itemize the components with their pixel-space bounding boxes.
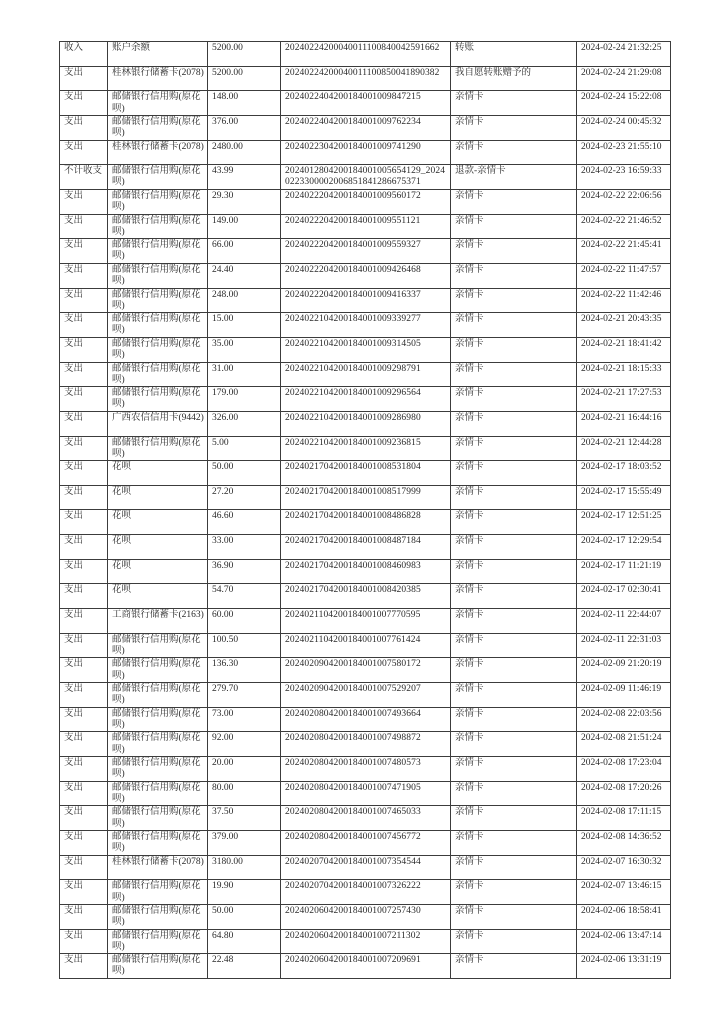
transaction-row [60, 510, 671, 535]
transaction-row [60, 633, 671, 658]
cell-remark: 亲情卡 [451, 658, 577, 683]
cell-datetime: 2024-02-08 17:11:15 [577, 806, 671, 831]
cell-transaction-id: 2024022204200184001009416337 [281, 288, 451, 313]
cell-remark: 亲情卡 [451, 263, 577, 288]
cell-account-name: 桂林银行储蓄卡(2078) [108, 855, 208, 880]
cell-transaction-id: 2024022104200184001009314505 [281, 337, 451, 362]
cell-flow-type: 支出 [60, 535, 108, 560]
cell-datetime: 2024-02-24 00:45:32 [577, 115, 671, 140]
cell-datetime: 2024-02-23 16:59:33 [577, 165, 671, 190]
cell-amount: 24.40 [208, 263, 281, 288]
cell-account-name: 邮储银行信用购(原花呗) [108, 781, 208, 806]
cell-amount: 50.00 [208, 461, 281, 486]
cell-amount: 54.70 [208, 584, 281, 609]
cell-transaction-id: 2024012804200184001005654129_20240223300002006851841286675371 [281, 165, 451, 190]
cell-datetime: 2024-02-24 15:22:08 [577, 91, 671, 116]
cell-datetime: 2024-02-08 14:36:52 [577, 831, 671, 856]
cell-transaction-id: 20240224200040011100840042591662 [281, 42, 451, 67]
cell-flow-type: 支出 [60, 337, 108, 362]
cell-remark: 亲情卡 [451, 140, 577, 165]
cell-transaction-id: 2024022104200184001009296564 [281, 387, 451, 412]
cell-flow-type: 支出 [60, 929, 108, 954]
cell-remark: 亲情卡 [451, 855, 577, 880]
cell-datetime: 2024-02-17 02:30:41 [577, 584, 671, 609]
cell-datetime: 2024-02-21 12:44:28 [577, 436, 671, 461]
transaction-row [60, 535, 671, 560]
cell-amount: 5.00 [208, 436, 281, 461]
cell-amount: 46.60 [208, 510, 281, 535]
cell-account-name: 工商银行储蓄卡(2163) [108, 609, 208, 634]
cell-transaction-id: 2024020904200184001007529207 [281, 683, 451, 708]
cell-flow-type: 支出 [60, 757, 108, 782]
cell-remark: 亲情卡 [451, 584, 577, 609]
cell-account-name: 账户余额 [108, 42, 208, 67]
cell-flow-type: 支出 [60, 239, 108, 264]
cell-account-name: 花呗 [108, 485, 208, 510]
cell-flow-type: 收入 [60, 42, 108, 67]
cell-datetime: 2024-02-06 13:47:14 [577, 929, 671, 954]
cell-amount: 2480.00 [208, 140, 281, 165]
cell-flow-type: 支出 [60, 781, 108, 806]
transaction-row [60, 387, 671, 412]
cell-flow-type: 支出 [60, 189, 108, 214]
cell-account-name: 邮储银行信用购(原花呗) [108, 732, 208, 757]
cell-transaction-id: 2024021704200184001008517999 [281, 485, 451, 510]
transaction-row [60, 732, 671, 757]
cell-datetime: 2024-02-06 18:58:41 [577, 904, 671, 929]
cell-transaction-id: 2024022104200184001009236815 [281, 436, 451, 461]
cell-flow-type: 支出 [60, 140, 108, 165]
cell-account-name: 邮储银行信用购(原花呗) [108, 115, 208, 140]
cell-account-name: 桂林银行储蓄卡(2078) [108, 66, 208, 91]
cell-datetime: 2024-02-07 16:30:32 [577, 855, 671, 880]
cell-account-name: 邮储银行信用购(原花呗) [108, 337, 208, 362]
cell-flow-type: 支出 [60, 831, 108, 856]
cell-datetime: 2024-02-07 13:46:15 [577, 880, 671, 905]
cell-flow-type: 不计收支 [60, 165, 108, 190]
cell-flow-type: 支出 [60, 954, 108, 979]
cell-transaction-id: 2024022204200184001009551121 [281, 214, 451, 239]
cell-datetime: 2024-02-22 11:42:46 [577, 288, 671, 313]
transaction-row [60, 214, 671, 239]
cell-datetime: 2024-02-22 11:47:57 [577, 263, 671, 288]
cell-transaction-id: 2024020704200184001007354544 [281, 855, 451, 880]
transaction-row [60, 337, 671, 362]
cell-flow-type: 支出 [60, 288, 108, 313]
cell-account-name: 邮储银行信用购(原花呗) [108, 436, 208, 461]
transactions-table-body [60, 42, 671, 979]
cell-account-name: 邮储银行信用购(原花呗) [108, 683, 208, 708]
cell-flow-type: 支出 [60, 559, 108, 584]
cell-remark: 我自愿转账赠予的 [451, 66, 577, 91]
transaction-row [60, 140, 671, 165]
cell-account-name: 邮储银行信用购(原花呗) [108, 313, 208, 338]
cell-transaction-id: 2024020604200184001007211302 [281, 929, 451, 954]
transaction-row [60, 707, 671, 732]
cell-remark: 亲情卡 [451, 510, 577, 535]
cell-remark: 亲情卡 [451, 559, 577, 584]
cell-amount: 50.00 [208, 904, 281, 929]
cell-flow-type: 支出 [60, 707, 108, 732]
cell-datetime: 2024-02-09 21:20:19 [577, 658, 671, 683]
cell-transaction-id: 2024020804200184001007471905 [281, 781, 451, 806]
cell-account-name: 邮储银行信用购(原花呗) [108, 288, 208, 313]
cell-datetime: 2024-02-17 12:51:25 [577, 510, 671, 535]
transaction-row [60, 313, 671, 338]
transaction-row [60, 165, 671, 190]
transaction-row [60, 485, 671, 510]
cell-datetime: 2024-02-21 20:43:35 [577, 313, 671, 338]
cell-account-name: 花呗 [108, 559, 208, 584]
cell-remark: 退款-亲情卡 [451, 165, 577, 190]
cell-account-name: 邮储银行信用购(原花呗) [108, 263, 208, 288]
cell-remark: 亲情卡 [451, 337, 577, 362]
cell-remark: 亲情卡 [451, 436, 577, 461]
cell-account-name: 花呗 [108, 510, 208, 535]
cell-account-name: 邮储银行信用购(原花呗) [108, 707, 208, 732]
cell-flow-type: 支出 [60, 411, 108, 436]
cell-datetime: 2024-02-22 22:06:56 [577, 189, 671, 214]
cell-amount: 179.00 [208, 387, 281, 412]
cell-account-name: 邮储银行信用购(原花呗) [108, 214, 208, 239]
cell-account-name: 邮储银行信用购(原花呗) [108, 387, 208, 412]
cell-transaction-id: 2024022404200184001009762234 [281, 115, 451, 140]
cell-flow-type: 支出 [60, 485, 108, 510]
cell-flow-type: 支出 [60, 510, 108, 535]
cell-flow-type: 支出 [60, 115, 108, 140]
transaction-row [60, 929, 671, 954]
cell-datetime: 2024-02-08 22:03:56 [577, 707, 671, 732]
cell-flow-type: 支出 [60, 66, 108, 91]
cell-remark: 亲情卡 [451, 757, 577, 782]
cell-account-name: 花呗 [108, 461, 208, 486]
cell-amount: 3180.00 [208, 855, 281, 880]
cell-account-name: 邮储银行信用购(原花呗) [108, 831, 208, 856]
cell-remark: 亲情卡 [451, 880, 577, 905]
cell-flow-type: 支出 [60, 584, 108, 609]
cell-amount: 27.20 [208, 485, 281, 510]
cell-amount: 376.00 [208, 115, 281, 140]
transaction-row [60, 189, 671, 214]
cell-remark: 亲情卡 [451, 781, 577, 806]
cell-datetime: 2024-02-08 17:20:26 [577, 781, 671, 806]
cell-remark: 亲情卡 [451, 313, 577, 338]
cell-account-name: 邮储银行信用购(原花呗) [108, 91, 208, 116]
cell-transaction-id: 2024021704200184001008486828 [281, 510, 451, 535]
cell-datetime: 2024-02-17 12:29:54 [577, 535, 671, 560]
transaction-row [60, 904, 671, 929]
cell-amount: 36.90 [208, 559, 281, 584]
cell-datetime: 2024-02-08 17:23:04 [577, 757, 671, 782]
cell-datetime: 2024-02-06 13:31:19 [577, 954, 671, 979]
cell-transaction-id: 2024020804200184001007480573 [281, 757, 451, 782]
cell-amount: 60.00 [208, 609, 281, 634]
cell-transaction-id: 20240224200040011100850041890382 [281, 66, 451, 91]
transaction-row [60, 609, 671, 634]
cell-amount: 92.00 [208, 732, 281, 757]
transaction-row [60, 757, 671, 782]
cell-remark: 亲情卡 [451, 806, 577, 831]
cell-amount: 43.99 [208, 165, 281, 190]
cell-amount: 148.00 [208, 91, 281, 116]
cell-flow-type: 支出 [60, 880, 108, 905]
cell-amount: 37.50 [208, 806, 281, 831]
transaction-row [60, 461, 671, 486]
cell-amount: 5200.00 [208, 66, 281, 91]
cell-account-name: 邮储银行信用购(原花呗) [108, 658, 208, 683]
transaction-row [60, 115, 671, 140]
cell-transaction-id: 2024022304200184001009741290 [281, 140, 451, 165]
cell-amount: 33.00 [208, 535, 281, 560]
cell-flow-type: 支出 [60, 855, 108, 880]
cell-flow-type: 支出 [60, 436, 108, 461]
cell-flow-type: 支出 [60, 633, 108, 658]
cell-remark: 转账 [451, 42, 577, 67]
transaction-row [60, 880, 671, 905]
cell-remark: 亲情卡 [451, 115, 577, 140]
cell-flow-type: 支出 [60, 683, 108, 708]
cell-account-name: 邮储银行信用购(原花呗) [108, 757, 208, 782]
cell-flow-type: 支出 [60, 461, 108, 486]
cell-transaction-id: 2024021704200184001008487184 [281, 535, 451, 560]
cell-datetime: 2024-02-11 22:44:07 [577, 609, 671, 634]
cell-amount: 64.80 [208, 929, 281, 954]
cell-flow-type: 支出 [60, 904, 108, 929]
cell-account-name: 邮储银行信用购(原花呗) [108, 633, 208, 658]
cell-flow-type: 支出 [60, 91, 108, 116]
transaction-row [60, 831, 671, 856]
cell-account-name: 花呗 [108, 535, 208, 560]
cell-remark: 亲情卡 [451, 732, 577, 757]
cell-transaction-id: 2024020604200184001007257430 [281, 904, 451, 929]
cell-amount: 66.00 [208, 239, 281, 264]
cell-datetime: 2024-02-22 21:46:52 [577, 214, 671, 239]
transaction-row [60, 806, 671, 831]
cell-amount: 29.30 [208, 189, 281, 214]
cell-transaction-id: 2024020904200184001007580172 [281, 658, 451, 683]
cell-transaction-id: 2024021104200184001007761424 [281, 633, 451, 658]
cell-account-name: 邮储银行信用购(原花呗) [108, 954, 208, 979]
cell-remark: 亲情卡 [451, 189, 577, 214]
cell-amount: 379.00 [208, 831, 281, 856]
cell-datetime: 2024-02-24 21:32:25 [577, 42, 671, 67]
cell-amount: 136.30 [208, 658, 281, 683]
cell-remark: 亲情卡 [451, 954, 577, 979]
cell-datetime: 2024-02-21 16:44:16 [577, 411, 671, 436]
cell-flow-type: 支出 [60, 609, 108, 634]
cell-datetime: 2024-02-11 22:31:03 [577, 633, 671, 658]
cell-amount: 149.00 [208, 214, 281, 239]
cell-remark: 亲情卡 [451, 214, 577, 239]
cell-remark: 亲情卡 [451, 461, 577, 486]
cell-transaction-id: 2024022104200184001009298791 [281, 362, 451, 387]
cell-flow-type: 支出 [60, 313, 108, 338]
cell-remark: 亲情卡 [451, 535, 577, 560]
cell-datetime: 2024-02-21 18:15:33 [577, 362, 671, 387]
cell-transaction-id: 2024021104200184001007770595 [281, 609, 451, 634]
cell-remark: 亲情卡 [451, 288, 577, 313]
cell-flow-type: 支出 [60, 263, 108, 288]
cell-account-name: 邮储银行信用购(原花呗) [108, 929, 208, 954]
cell-remark: 亲情卡 [451, 239, 577, 264]
cell-transaction-id: 2024020804200184001007456772 [281, 831, 451, 856]
cell-remark: 亲情卡 [451, 387, 577, 412]
cell-remark: 亲情卡 [451, 633, 577, 658]
cell-datetime: 2024-02-17 18:03:52 [577, 461, 671, 486]
cell-account-name: 邮储银行信用购(原花呗) [108, 189, 208, 214]
cell-remark: 亲情卡 [451, 485, 577, 510]
cell-amount: 248.00 [208, 288, 281, 313]
cell-datetime: 2024-02-08 21:51:24 [577, 732, 671, 757]
cell-amount: 15.00 [208, 313, 281, 338]
cell-account-name: 邮储银行信用购(原花呗) [108, 165, 208, 190]
cell-account-name: 花呗 [108, 584, 208, 609]
transaction-row [60, 66, 671, 91]
cell-flow-type: 支出 [60, 806, 108, 831]
transaction-row [60, 436, 671, 461]
cell-datetime: 2024-02-17 11:21:19 [577, 559, 671, 584]
cell-amount: 35.00 [208, 337, 281, 362]
cell-datetime: 2024-02-21 18:41:42 [577, 337, 671, 362]
cell-account-name: 邮储银行信用购(原花呗) [108, 880, 208, 905]
cell-account-name: 邮储银行信用购(原花呗) [108, 904, 208, 929]
transaction-row [60, 263, 671, 288]
cell-remark: 亲情卡 [451, 904, 577, 929]
cell-transaction-id: 2024020804200184001007465033 [281, 806, 451, 831]
cell-amount: 22.48 [208, 954, 281, 979]
cell-datetime: 2024-02-17 15:55:49 [577, 485, 671, 510]
cell-remark: 亲情卡 [451, 411, 577, 436]
cell-transaction-id: 2024020704200184001007326222 [281, 880, 451, 905]
cell-flow-type: 支出 [60, 387, 108, 412]
cell-amount: 279.70 [208, 683, 281, 708]
cell-remark: 亲情卡 [451, 362, 577, 387]
cell-transaction-id: 2024022104200184001009339277 [281, 313, 451, 338]
transaction-row [60, 658, 671, 683]
cell-remark: 亲情卡 [451, 683, 577, 708]
cell-transaction-id: 2024022104200184001009286980 [281, 411, 451, 436]
transaction-row [60, 855, 671, 880]
cell-transaction-id: 2024020804200184001007498872 [281, 732, 451, 757]
transaction-row [60, 239, 671, 264]
transaction-row [60, 584, 671, 609]
cell-remark: 亲情卡 [451, 91, 577, 116]
cell-remark: 亲情卡 [451, 929, 577, 954]
cell-remark: 亲情卡 [451, 707, 577, 732]
transaction-row [60, 288, 671, 313]
cell-transaction-id: 2024021704200184001008460983 [281, 559, 451, 584]
cell-amount: 73.00 [208, 707, 281, 732]
cell-transaction-id: 2024022204200184001009426468 [281, 263, 451, 288]
transaction-row [60, 42, 671, 67]
cell-amount: 19.90 [208, 880, 281, 905]
cell-transaction-id: 2024020604200184001007209691 [281, 954, 451, 979]
cell-account-name: 广西农信信用卡(9442) [108, 411, 208, 436]
cell-amount: 100.50 [208, 633, 281, 658]
cell-transaction-id: 2024020804200184001007493664 [281, 707, 451, 732]
cell-remark: 亲情卡 [451, 831, 577, 856]
transaction-row [60, 91, 671, 116]
cell-flow-type: 支出 [60, 362, 108, 387]
cell-datetime: 2024-02-09 11:46:19 [577, 683, 671, 708]
transactions-table [59, 41, 671, 979]
cell-amount: 31.00 [208, 362, 281, 387]
transaction-row [60, 954, 671, 979]
cell-transaction-id: 2024021704200184001008420385 [281, 584, 451, 609]
cell-amount: 326.00 [208, 411, 281, 436]
transaction-row [60, 559, 671, 584]
cell-transaction-id: 2024022404200184001009847215 [281, 91, 451, 116]
cell-remark: 亲情卡 [451, 609, 577, 634]
cell-account-name: 邮储银行信用购(原花呗) [108, 239, 208, 264]
cell-amount: 80.00 [208, 781, 281, 806]
cell-transaction-id: 2024021704200184001008531804 [281, 461, 451, 486]
cell-datetime: 2024-02-24 21:29:08 [577, 66, 671, 91]
cell-transaction-id: 2024022204200184001009560172 [281, 189, 451, 214]
transaction-row [60, 362, 671, 387]
cell-flow-type: 支出 [60, 732, 108, 757]
cell-account-name: 邮储银行信用购(原花呗) [108, 362, 208, 387]
cell-account-name: 邮储银行信用购(原花呗) [108, 806, 208, 831]
transaction-row [60, 683, 671, 708]
transaction-row [60, 781, 671, 806]
cell-datetime: 2024-02-21 17:27:53 [577, 387, 671, 412]
cell-account-name: 桂林银行储蓄卡(2078) [108, 140, 208, 165]
cell-datetime: 2024-02-23 21:55:10 [577, 140, 671, 165]
cell-amount: 5200.00 [208, 42, 281, 67]
cell-transaction-id: 2024022204200184001009559327 [281, 239, 451, 264]
cell-datetime: 2024-02-22 21:45:41 [577, 239, 671, 264]
cell-flow-type: 支出 [60, 214, 108, 239]
cell-flow-type: 支出 [60, 658, 108, 683]
transaction-row [60, 411, 671, 436]
cell-amount: 20.00 [208, 757, 281, 782]
